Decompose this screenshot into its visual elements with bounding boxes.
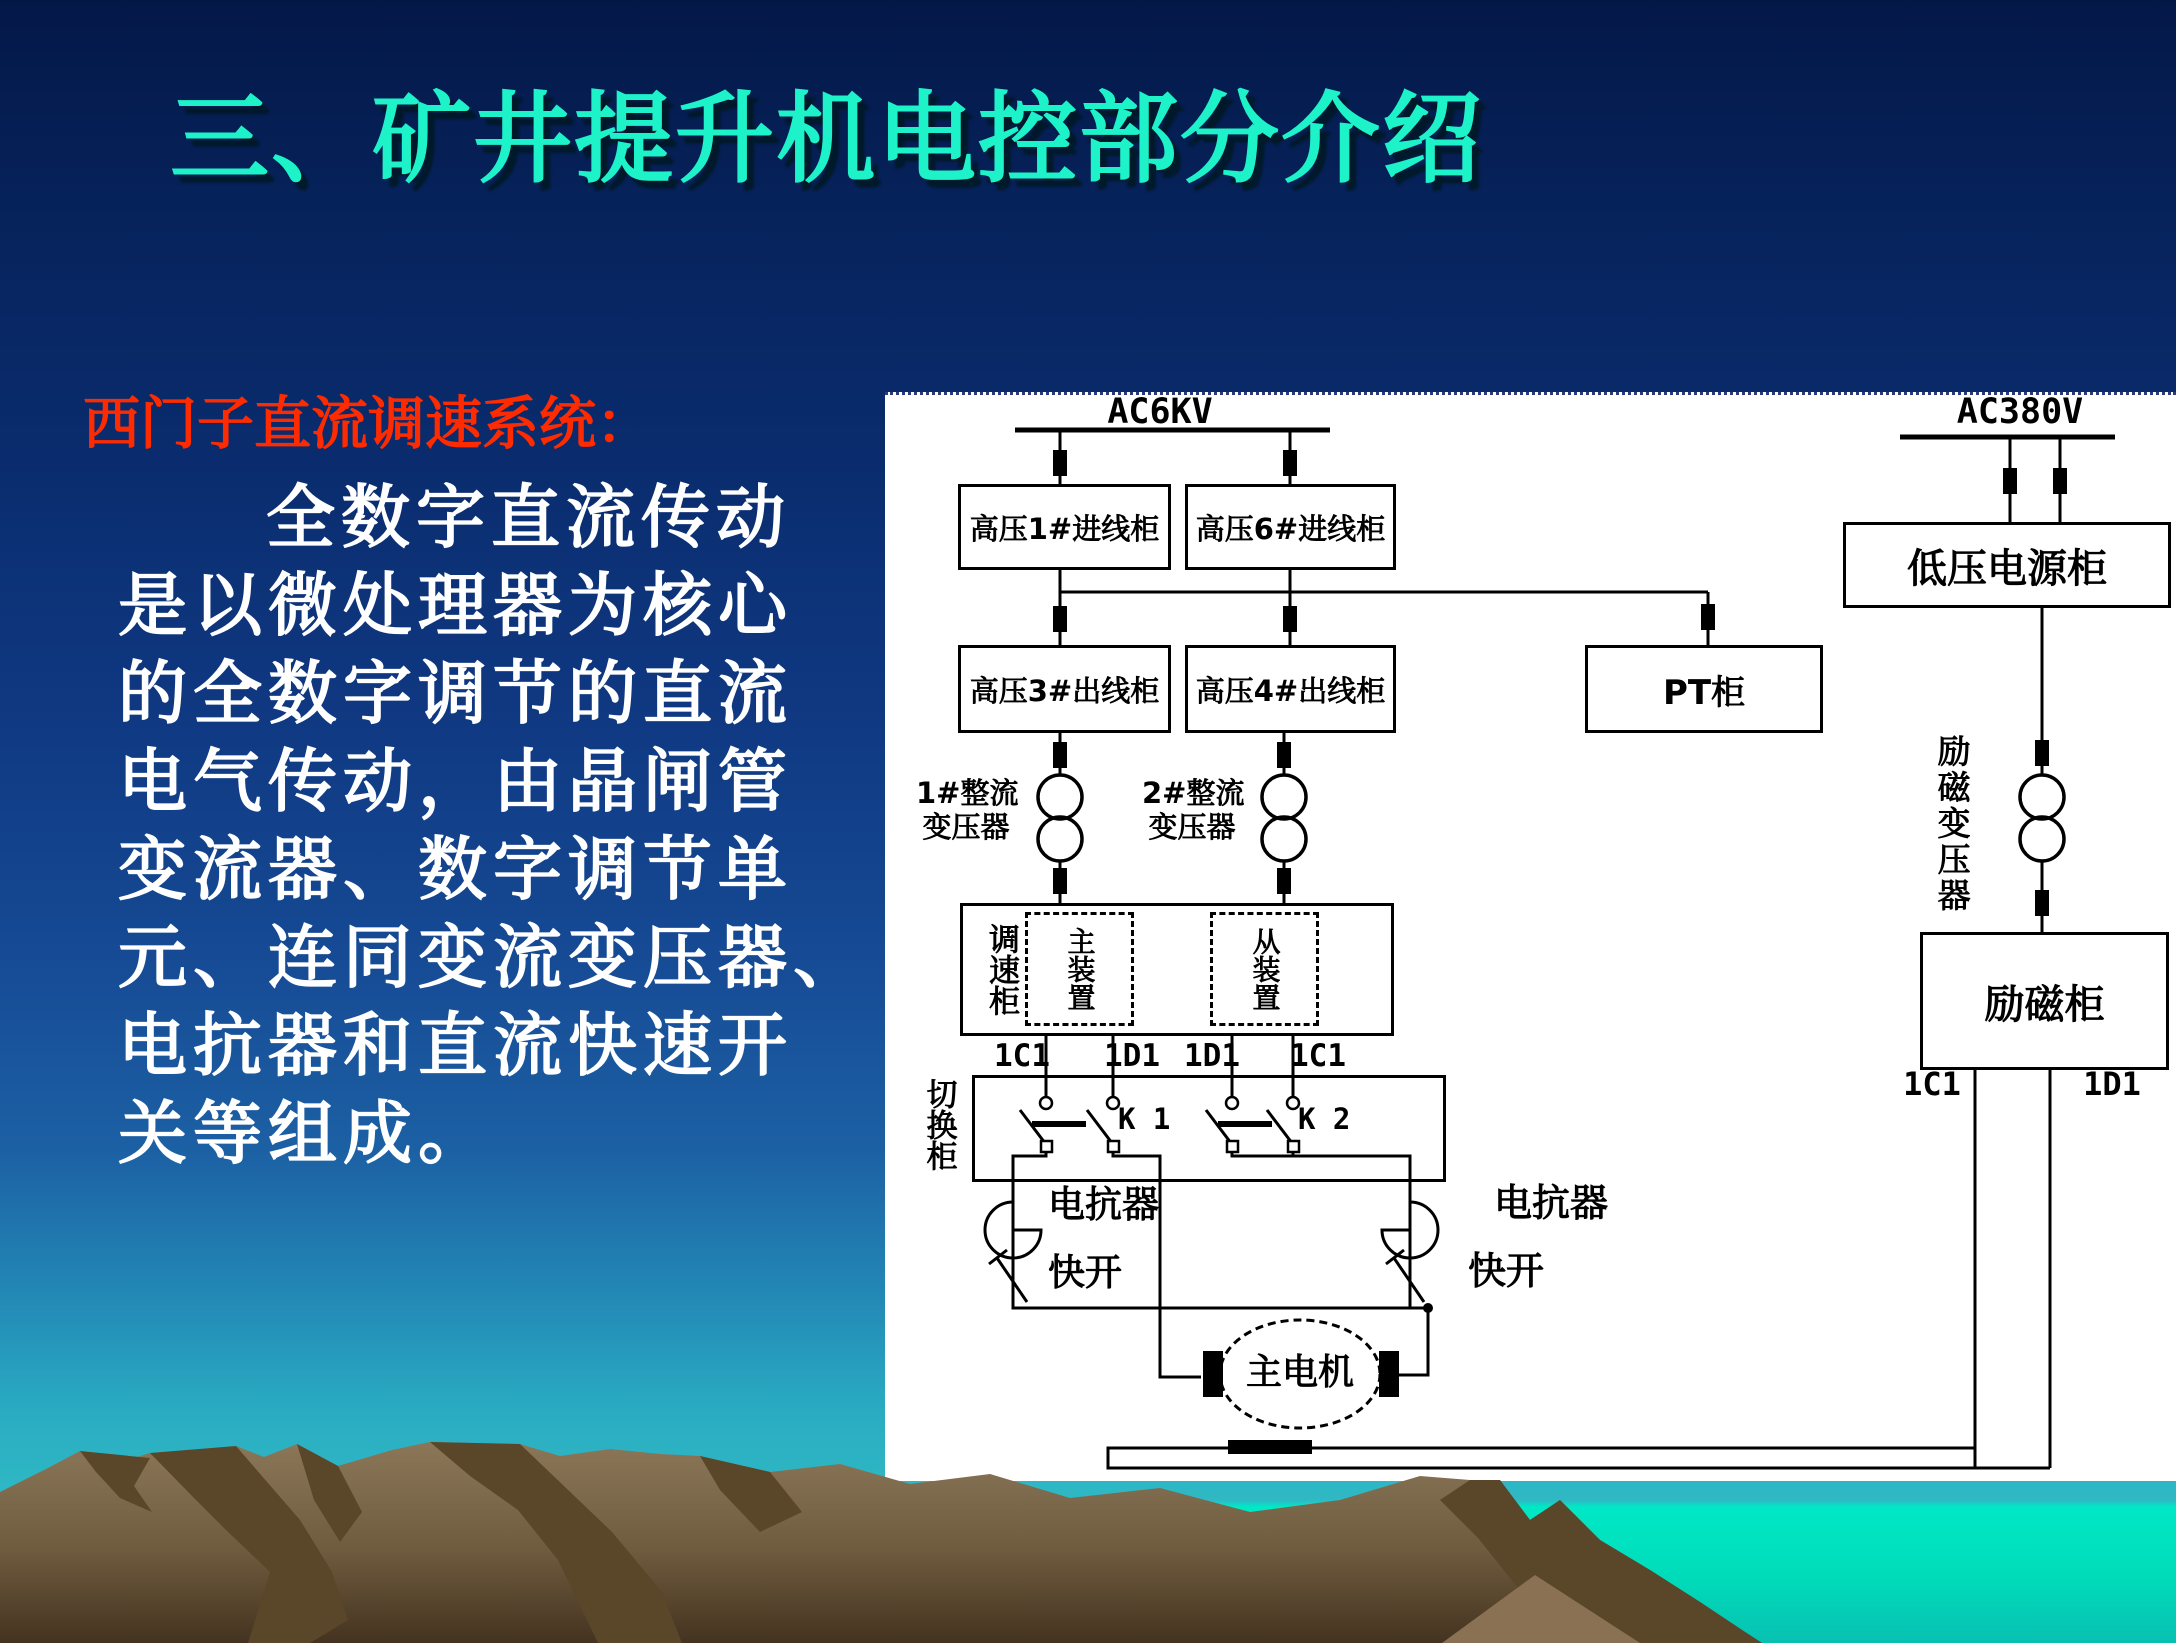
bus-label-ac6kv: AC6KV	[1107, 392, 1213, 432]
body-line: 变流器、数字调节单	[118, 830, 793, 910]
box-hv-incoming-6	[1185, 484, 1396, 570]
body-line: 的全数字调节的直流	[118, 654, 793, 734]
body-line: 元、连同变流变压器、	[118, 918, 868, 998]
motor-label: 主电机	[1245, 1352, 1354, 1393]
box-hv-outgoing-4	[1185, 645, 1396, 733]
rectifier-tx1-label	[916, 776, 1019, 844]
box-label: 励磁柜	[1984, 981, 2105, 1028]
box-label: 高压3#出线柜	[969, 673, 1160, 708]
tx-suffix: 变压器	[922, 810, 1010, 844]
page-title: 三、矿井提升机电控部分介绍	[170, 81, 1483, 197]
body-line: 是以微处理器为核心	[118, 566, 793, 646]
box-excitation-cabinet	[1920, 932, 2169, 1070]
box-label: 高压6#进线柜	[1195, 511, 1386, 546]
box-hv-incoming-1	[958, 484, 1171, 570]
terminal-1d1: 1D1	[1184, 1038, 1240, 1074]
exc-terminal-1d1: 1D1	[2083, 1065, 2141, 1103]
body-line: 电气传动，由晶闸管	[118, 742, 793, 822]
box-label: 调速柜	[983, 923, 1019, 1016]
tx-name: 1#整流	[916, 776, 1019, 810]
body-line: 关等组成。	[118, 1094, 493, 1174]
tx-suffix: 变压器	[1148, 810, 1236, 844]
unit-master	[1025, 912, 1134, 1026]
rectifier-tx2-label	[1142, 776, 1245, 844]
exc-terminal-1c1: 1C1	[1903, 1065, 1961, 1103]
switch-k2-label: K 2	[1298, 1102, 1351, 1136]
terminal-1c1: 1C1	[994, 1038, 1050, 1074]
box-pt-cabinet	[1585, 645, 1823, 733]
box-label: 低压电源柜	[1907, 545, 2107, 592]
fast-switch-label-left: 快开	[1048, 1251, 1122, 1294]
subtitle-red: 西门子直流调速系统：	[83, 390, 653, 457]
reactor-label-right: 电抗器	[1494, 1181, 1609, 1225]
excitation-tx-label: 励磁变压器	[1932, 734, 1972, 914]
junction-dot	[1423, 1303, 1433, 1313]
body-line: 全数字直流传动	[266, 478, 791, 558]
reactor-label-left: 电抗器	[1048, 1183, 1159, 1226]
bus-label-ac380v: AC380V	[1956, 392, 2084, 432]
box-changeover-cabinet	[972, 1075, 1446, 1182]
tx-name: 2#整流	[1142, 776, 1245, 810]
box-lv-power-cabinet	[1843, 522, 2171, 608]
terminal-1c1: 1C1	[1290, 1038, 1346, 1074]
unit-slave	[1210, 912, 1319, 1026]
switch-k1-label: K 1	[1118, 1102, 1171, 1136]
mountain-art	[0, 1380, 2176, 1643]
changeover-cabinet-label: 切换柜	[920, 1078, 957, 1171]
box-label: 高压4#出线柜	[1195, 673, 1386, 708]
unit-label: 主装置	[1063, 927, 1097, 1011]
terminal-1d1: 1D1	[1104, 1038, 1160, 1074]
box-label: 高压1#进线柜	[969, 511, 1160, 546]
box-label: PT柜	[1662, 672, 1746, 713]
box-hv-outgoing-3	[958, 645, 1171, 733]
body-line: 电抗器和直流快速开	[118, 1006, 793, 1086]
unit-label: 从装置	[1248, 927, 1282, 1011]
fast-switch-label-right: 快开	[1468, 1249, 1545, 1293]
